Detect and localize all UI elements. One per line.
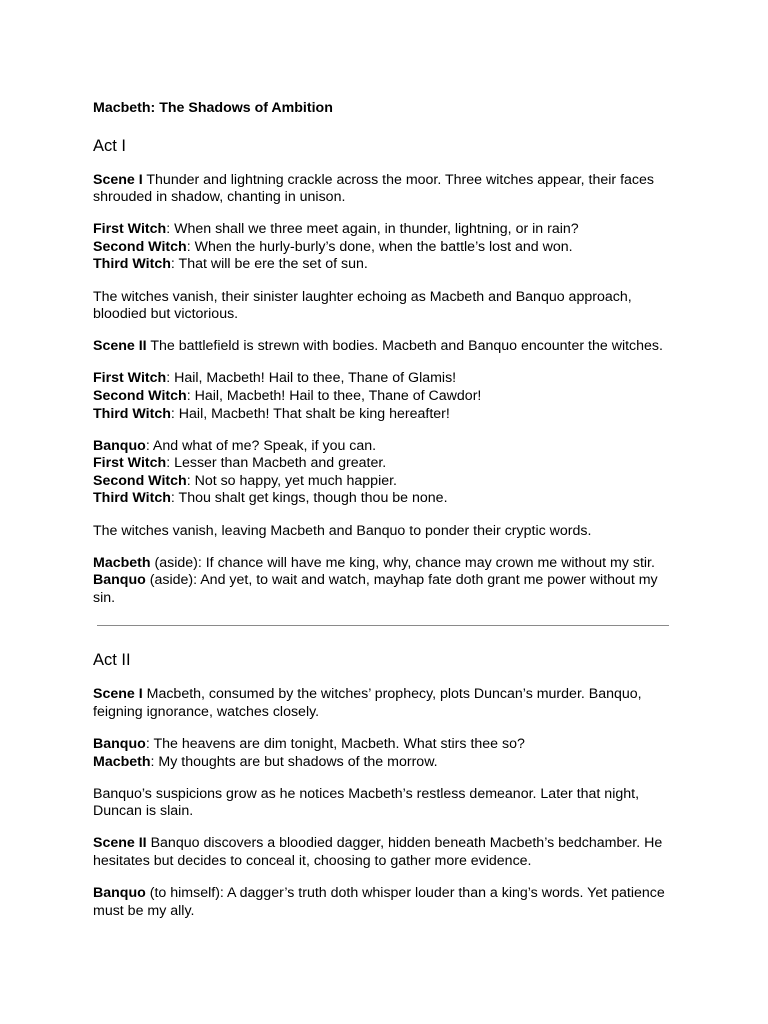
speaker-name: Second Witch xyxy=(93,387,187,404)
speaker-name: Macbeth xyxy=(93,554,151,571)
speech-text: (aside): And yet, to wait and watch, mayhap fate doth grant me power without my sin. xyxy=(93,572,658,606)
speech-text: : The heavens are dim tonight, Macbeth. What stirs thee so? xyxy=(145,736,525,753)
dialogue-line xyxy=(93,370,683,388)
scene-text: The battlefield is strewn with bodies. Macbeth and Banquo encounter the witches. xyxy=(146,338,663,355)
document-page xyxy=(93,100,683,935)
scene-label: Scene II xyxy=(93,338,147,355)
scene-label: Scene II xyxy=(93,835,147,852)
section-divider xyxy=(97,625,669,626)
scene-text: Thunder and lightning crackle across the moor. Three witches appear, their faces shrouded in shadow, chanting in unison. xyxy=(93,171,654,206)
act-1-heading: Act I xyxy=(93,136,127,155)
act-2-scene-2-description xyxy=(93,835,683,870)
dialogue-line xyxy=(93,473,683,491)
speaker-name: Second Witch xyxy=(93,238,187,255)
speaker-name: First Witch xyxy=(93,455,167,472)
act-1-narration-1: The witches vanish, their sinister laughter echoing as Macbeth and Banquo approach, bloodied but victorious. xyxy=(93,288,632,323)
act-2-heading: Act II xyxy=(93,651,131,670)
act-1-dialogue-block-1 xyxy=(93,221,683,274)
dialogue-line xyxy=(93,555,683,573)
act-1-scene-1-description xyxy=(93,172,683,207)
speaker-name: Banquo xyxy=(93,437,146,454)
act-1-dialogue-block-4 xyxy=(93,555,683,608)
dialogue-line xyxy=(93,256,683,274)
speaker-name: First Witch xyxy=(93,221,167,238)
speech-text: : And what of me? Speak, if you can. xyxy=(145,437,377,454)
dialogue-line xyxy=(93,388,683,406)
dialogue-line xyxy=(93,572,683,607)
act-1-scene-2-description xyxy=(93,338,683,356)
dialogue-line xyxy=(93,438,683,456)
dialogue-line xyxy=(93,406,683,424)
speech-text: (to himself): A dagger’s truth doth whisper louder than a king’s words. Yet patience must be my ally. xyxy=(93,885,665,919)
speaker-name: Banquo xyxy=(93,572,146,589)
document-title: Macbeth: The Shadows of Ambition xyxy=(93,100,333,116)
act-1-dialogue-block-2 xyxy=(93,370,683,423)
act-2-narration-1: Banquo’s suspicions grow as he notices Macbeth’s restless demeanor. Later that night, Duncan is slain. xyxy=(93,785,640,820)
speaker-name: Banquo xyxy=(93,736,146,753)
act-1-narration-2: The witches vanish, leaving Macbeth and Banquo to ponder their cryptic words. xyxy=(93,522,592,539)
speech-text: : Lesser than Macbeth and greater. xyxy=(166,455,387,472)
dialogue-line xyxy=(93,885,683,920)
dialogue-line xyxy=(93,221,683,239)
speech-text: (aside): If chance will have me king, why, chance may crown me without my stir. xyxy=(150,554,655,571)
dialogue-line xyxy=(93,455,683,473)
speech-text: : Hail, Macbeth! Hail to thee, Thane of Cawdor! xyxy=(186,387,482,404)
scene-text: Macbeth, consumed by the witches’ prophecy, plots Duncan’s murder. Banquo, feigning ignorance, watches closely. xyxy=(93,686,642,720)
speech-text: : Thou shalt get kings, though thou be none. xyxy=(170,490,448,507)
scene-text: Banquo discovers a bloodied dagger, hidden beneath Macbeth’s bedchamber. He hesitates but decides to conceal it, choosing to gather more evidence. xyxy=(93,835,663,870)
speaker-name: Banquo xyxy=(93,885,146,902)
act-2-dialogue-block-1 xyxy=(93,736,683,771)
speech-text: : When shall we three meet again, in thunder, lightning, or in rain? xyxy=(166,221,579,238)
dialogue-line xyxy=(93,754,683,772)
speaker-name: Second Witch xyxy=(93,472,187,489)
scene-label: Scene I xyxy=(93,686,143,703)
speech-text: : My thoughts are but shadows of the morrow. xyxy=(150,753,438,770)
act-1-dialogue-block-3 xyxy=(93,438,683,508)
scene-label: Scene I xyxy=(93,171,143,188)
speaker-name: Third Witch xyxy=(93,256,171,273)
act-2-scene-1-description xyxy=(93,686,683,721)
dialogue-line xyxy=(93,490,683,508)
speaker-name: Macbeth xyxy=(93,753,151,770)
act-2-dialogue-block-2 xyxy=(93,885,683,920)
speaker-name: First Witch xyxy=(93,370,167,387)
dialogue-line xyxy=(93,239,683,257)
dialogue-line xyxy=(93,736,683,754)
speech-text: : That will be ere the set of sun. xyxy=(170,256,368,273)
speech-text: : Hail, Macbeth! Hail to thee, Thane of Glamis! xyxy=(166,370,457,387)
speech-text: : When the hurly-burly’s done, when the battle’s lost and won. xyxy=(186,238,573,255)
speech-text: : Not so happy, yet much happier. xyxy=(186,472,397,489)
speaker-name: Third Witch xyxy=(93,490,171,507)
speech-text: : Hail, Macbeth! That shalt be king hereafter! xyxy=(170,405,450,422)
speaker-name: Third Witch xyxy=(93,405,171,422)
